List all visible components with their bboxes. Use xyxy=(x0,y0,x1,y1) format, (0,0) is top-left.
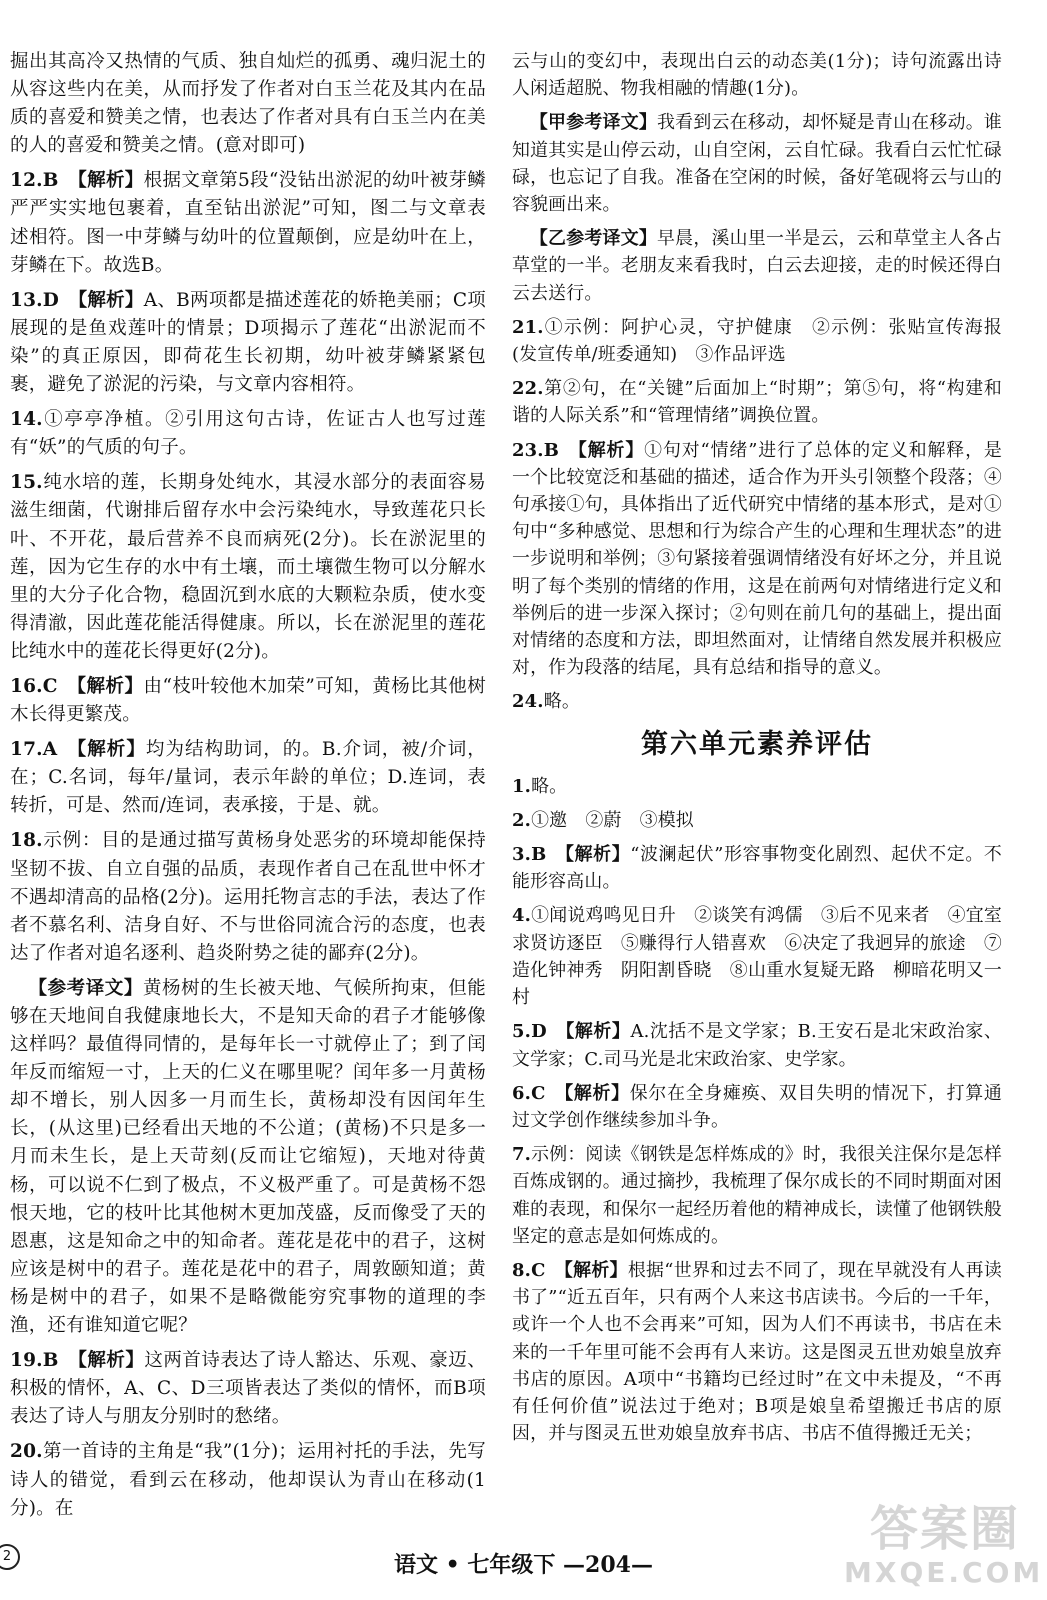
answer-tag: 【解析】 xyxy=(66,739,146,761)
answer-text: 黄杨树的生长被天地、气候所拘束，但能够在天地间自我健康地长大，不是知天命的君子才能够像这样吗？最值得同情的，是每年长一寸就停止了；到了闰年反而缩短一寸，上天的仁义在哪里呢？闰年多一月黄杨却不增长，别人因多一月而生长，黄杨却没有因闰年生长，(从这里)已经看出天地的不公道；(黄杨)不只是多一月而未生长，是上天苛刻(反而让它缩短)，天地对待黄杨，可以说不仁到了极点，不义极严重了。可是黄杨不怨恨天地，它的枝叶比其他树木更加茂盛，反而像受了天的恩惠，这是知命之中的知命者。莲花是花中的君子，这树应该是树中的君子。莲花是花中的君子，周敦颐知道；黄杨是树中的君子，如果不是略微能穷究事物的道理的李渔，还有谁知道它呢？ xyxy=(10,977,486,1337)
question-number: 16.C xyxy=(10,675,58,697)
question-number: 3.B xyxy=(512,844,547,866)
unit-six-answers xyxy=(512,773,1002,1448)
answer-paragraph xyxy=(512,314,1002,368)
answer-text: 保尔在全身瘫痪、双目失明的情况下，打算通过文学创作继续参加斗争。 xyxy=(512,1082,1002,1131)
site-watermark-logo xyxy=(840,1490,1044,1596)
answer-paragraph xyxy=(512,437,1002,682)
question-number: 5.D xyxy=(512,1021,547,1043)
page-mark-circle: 2 xyxy=(0,1544,20,1570)
answer-paragraph xyxy=(512,375,1002,429)
left-column xyxy=(10,48,486,1530)
answer-tag: 【甲参考译文】 xyxy=(529,112,658,134)
answer-paragraph xyxy=(10,469,486,666)
answer-text: 均为结构助词，的。B.介词，被/介词，在；C.名词，每年/量词，表示年龄的单位；D.连词，表转折，可是、然而/连词，表承接，于是、就。 xyxy=(10,739,486,817)
answer-text: 纯水培的莲，长期身处纯水，其浸水部分的表面容易滋生细菌，代谢排后留存水中会污染纯水，导致莲花只长叶、不开花，最后营养不良而病死(2分)。长在淤泥里的莲，因为它生存的水中有土壤，而土壤微生物可以分解水里的大分子化合物，稳固沉到水底的大颗粒杂质，使水变得清澈，因此莲花能活得健康。所以，长在淤泥里的莲花比纯水中的莲花长得更好(2分)。 xyxy=(10,472,486,662)
answer-paragraph xyxy=(512,1257,1002,1447)
question-number: 19.B xyxy=(10,1350,59,1372)
answer-tag: 【参考译文】 xyxy=(28,977,143,999)
answer-text: 第一首诗的主角是“我”(1分)；运用衬托的手法，先写诗人的错觉，看到云在移动，他却误认为青山在移动(1分)。在 xyxy=(10,1441,486,1519)
answer-text: ①邀 ②蔚 ③模拟 xyxy=(531,809,694,831)
answer-paragraph xyxy=(512,109,1002,218)
answer-paragraph xyxy=(10,827,486,967)
question-number: 1. xyxy=(512,775,532,797)
question-number: 12.B xyxy=(10,170,59,192)
answer-text: ①句对“情绪”进行了总体的定义和解释，是一个比较宽泛和基础的描述，适合作为开头引领整个段落；④句承接①句，具体指出了近代研究中情绪的基本形式，是对①句中“多种感觉、思想和行为综合产生的心理和生理状态”的进一步说明和举例；③句紧接着强调情绪没有好坏之分，并且说明了每个类别的情绪的作用，这是在前两句对情绪进行定义和举例后的进一步深入探讨；②句则在前几句的基础上，提出面对情绪的态度和方法，即坦然面对，让情绪自然发展并积极应对，作为段落的结尾，具有总结和指导的意义。 xyxy=(512,439,1002,679)
answer-text: ①亭亭净植。②引用这句古诗，佐证古人也写过莲有“妖”的气质的句子。 xyxy=(10,409,486,459)
answer-text: 云与山的变幻中，表现出白云的动态美(1分)；诗句流露出诗人闲适超脱、物我相融的情趣(1分)。 xyxy=(512,51,1002,100)
answer-paragraph xyxy=(10,48,486,160)
question-number: 6.C xyxy=(512,1082,546,1104)
question-number: 13.D xyxy=(10,289,60,311)
answer-paragraph xyxy=(512,1141,1002,1250)
answer-text: 早晨，溪山里一半是云，云和草堂主人各占草堂的一半。老朋友来看我时，白云去迎接，走的时候还得白云去送行。 xyxy=(512,228,1002,304)
question-number: 14. xyxy=(10,409,43,431)
answer-paragraph xyxy=(10,167,486,279)
watermark-top-text: 答案圈 xyxy=(870,1501,1021,1557)
answer-tag: 【解析】 xyxy=(68,1350,145,1372)
answer-text: A、B两项都是描述莲花的娇艳美丽；C项展现的是鱼戏莲叶的情景；D项揭示了莲花“出淤泥而不染”的真正原因，即荷花生长初期，幼叶被芽鳞紧紧包裹，避免了淤泥的污染，与文章内容相符。 xyxy=(10,289,486,396)
answer-text: 第②句，在“关键”后面加上“时期”；第⑤句，将“构建和谐的人际关系”和“管理情绪”调换位置。 xyxy=(512,378,1002,427)
answer-text: 这两首诗表达了诗人豁达、乐观、豪迈、积极的情怀，A、C、D三项皆表达了类似的情怀，而B项表达了诗人与朋友分别时的愁绪。 xyxy=(10,1350,486,1428)
answer-tag: 【解析】 xyxy=(67,675,144,697)
question-number: 2. xyxy=(512,809,532,831)
answer-paragraph xyxy=(10,975,486,1340)
question-number: 20. xyxy=(10,1441,43,1463)
unit-title: 第六单元素养评估 xyxy=(641,728,873,760)
page-footer: 语文 • 七年级下 —204— xyxy=(394,1552,653,1578)
question-number: 4. xyxy=(512,905,532,927)
question-number: 17.A xyxy=(10,739,58,761)
answer-paragraph xyxy=(10,673,486,729)
question-number: 24. xyxy=(512,691,544,713)
answer-paragraph xyxy=(512,48,1002,102)
answer-text: 示例：目的是通过描写黄杨身处恶劣的环境却能保持坚韧不拔、自立自强的品质，表现作者自己在乱世中怀才不遇却清高的品格(2分)。运用托物言志的手法，表达了作者不慕名利、洁身自好、不与世俗同流合污的态度，也表达了作者对追名逐利、趋炎附势之徒的鄙弃(2分)。 xyxy=(10,830,486,964)
answer-text: 由“枝叶较他木加荣”可知，黄杨比其他树木长得更繁茂。 xyxy=(10,675,486,726)
answer-text: 根据“世界和过去不同了，现在早就没有人再读书了”“近五百年，只有两个人来这书店读书。今后的一千年，或许一个人也不会再来”可知，因为人们不再读书，书店在未来的一千年里可能不会再有人来访。这是图灵五世劝娘皇放弃书店的原因。A项中“书籍均已经过时”在文中未提及，“不再有任何价值”说法过于绝对；B项是娘皇希望搬迁书店的原因，并与图灵五世劝娘皇放弃书店、书店不值得搬迁无关； xyxy=(512,1259,1002,1445)
question-number: 15. xyxy=(10,472,43,494)
answer-tag: 【解析】 xyxy=(554,1259,628,1281)
answer-paragraph xyxy=(10,287,486,399)
answer-text: 略。 xyxy=(543,691,580,713)
answer-paragraph xyxy=(10,736,486,820)
answer-paragraph xyxy=(10,1347,486,1431)
question-number: 22. xyxy=(512,378,544,400)
watermark-bottom-text: MXQE.COM xyxy=(844,1556,1044,1589)
question-number: 23.B xyxy=(512,439,560,461)
question-number: 7. xyxy=(512,1144,532,1166)
answer-tag: 【解析】 xyxy=(555,1021,631,1043)
answer-paragraph xyxy=(512,1018,1002,1072)
answer-paragraph xyxy=(512,807,1002,834)
answer-text: 示例：阅读《钢铁是怎样炼成的》时，我很关注保尔是怎样百炼成钢的。通过摘抄，我梳理了保尔成长的不同时期面对困难的表现，和保尔一起经历着他的精神成长，读懂了他钢铁般坚定的意志是如何炼成的。 xyxy=(512,1144,1002,1247)
question-number: 21. xyxy=(512,316,544,338)
answer-paragraph xyxy=(10,406,486,462)
answer-text: 略。 xyxy=(531,775,568,797)
answer-text: 根据文章第5段“没钻出淤泥的幼叶被芽鳞严严实实地包裹着，直至钻出淤泥”可知，图二与文章表述相符。图一中芽鳞与幼叶的位置颠倒，应是幼叶在上，芽鳞在下。故选B。 xyxy=(10,170,487,276)
answer-text: 我看到云在移动，却怀疑是青山在移动。谁知道其实是山停云动，山自空闲，云自忙碌。我看白云忙忙碌碌，也忘记了自我。准备在空闲的时候，备好笔砚将云与山的容貌画出来。 xyxy=(512,112,1002,216)
answer-paragraph xyxy=(512,1080,1002,1134)
answer-tag: 【解析】 xyxy=(68,289,144,311)
answer-text: “波澜起伏”形容事物变化剧烈、起伏不定。不能形容高山。 xyxy=(512,844,1002,893)
answer-paragraph xyxy=(10,1438,486,1522)
question-number: 8.C xyxy=(512,1259,546,1281)
answer-text: A.沈括不是文学家；B.王安石是北宋政治家、文学家；C.司马光是北宋政治家、史学家。 xyxy=(512,1021,1002,1070)
answer-tag: 【解析】 xyxy=(568,439,645,461)
answer-tag: 【乙参考译文】 xyxy=(529,228,658,250)
answer-tag: 【解析】 xyxy=(554,1082,630,1104)
right-column-answers xyxy=(512,48,1002,716)
answer-text: ①闻说鸡鸣见日升 ②谈笑有鸿儒 ③后不见来者 ④宜室求贤访逐臣 ⑤赚得行人错喜欢 ⑥决定了我迥异的旅途 ⑦造化钟神秀 阴阳割昏晓 ⑧山重水复疑无路 柳暗花明又一村 xyxy=(512,905,1002,1009)
answer-tag: 【解析】 xyxy=(555,844,631,866)
question-number: 18. xyxy=(10,830,43,852)
answer-text: ①示例：阿护心灵，守护健康 ②示例：张贴宣传海报(发宣传单/班委通知) ③作品评选 xyxy=(512,316,1002,366)
answer-text: 掘出其高冷又热情的气质、独自灿烂的孤勇、魂归泥土的从容这些内在美，从而抒发了作者对白玉兰花及其内在品质的喜爱和赞美之情，也表达了作者对具有白玉兰内在美的人的喜爱和赞美之情。(意对即可) xyxy=(10,51,486,157)
answer-paragraph xyxy=(512,773,1002,800)
right-column xyxy=(512,48,1002,1454)
answer-paragraph xyxy=(512,225,1002,307)
answer-tag: 【解析】 xyxy=(68,170,144,192)
answer-paragraph xyxy=(512,688,1002,715)
answer-paragraph xyxy=(512,902,1002,1011)
answer-paragraph xyxy=(512,841,1002,895)
